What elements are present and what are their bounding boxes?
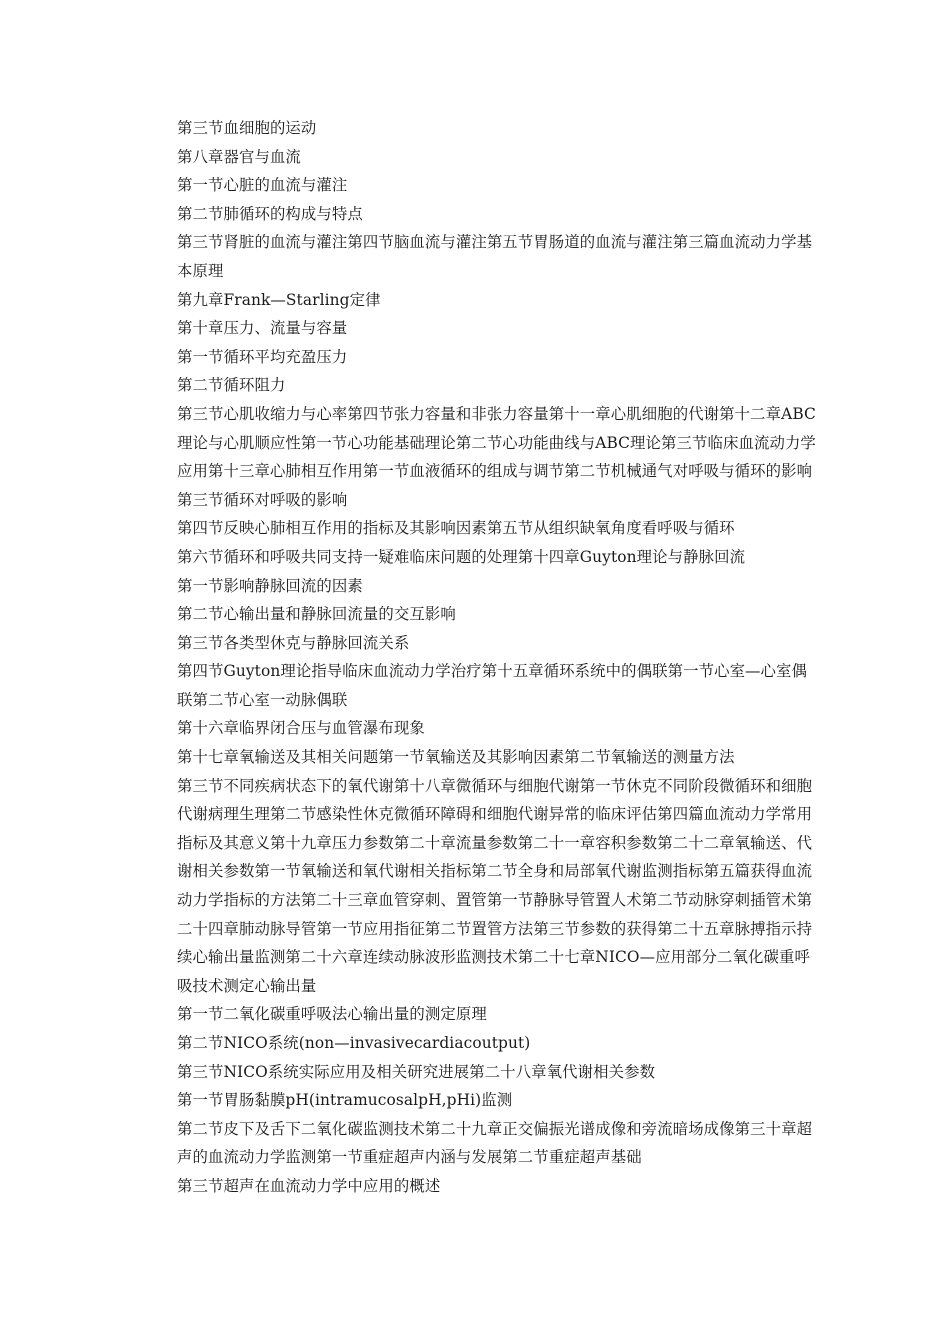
- toc-line: 第八章器官与血流: [177, 147, 301, 166]
- toc-line: 第一节循环平均充盈压力: [177, 347, 348, 366]
- toc-line: 第四节反映心肺相互作用的指标及其影响因素第五节从组织缺氧角度看呼吸与循环: [177, 519, 735, 538]
- toc-line: 第三节各类型休克与静脉回流关系: [177, 633, 410, 652]
- toc-line: 第十七章氧输送及其相关问题第一节氧输送及其影响因素第二节氧输送的测量方法: [177, 748, 735, 767]
- toc-line: 第六节循环和呼吸共同支持一疑难临床问题的处理第十四章Guyton理论与静脉回流: [177, 547, 746, 566]
- toc-line: 第二节NICO系统(non—invasivecardiacoutput): [177, 1034, 531, 1052]
- toc-line: 第三节超声在血流动力学中应用的概述: [177, 1176, 441, 1195]
- toc-line: 第二节皮下及舌下二氧化碳监测技术第二十九章正交偏振光谱成像和旁流暗场成像第三十章超声的血流动力学监测第一节重症超声内涵与发展第二节重症超声基础: [177, 1119, 813, 1167]
- toc-line: 第一节二氧化碳重呼吸法心输出量的测定原理: [177, 1005, 487, 1024]
- toc-line: 第九章Frank—Starling定律: [177, 290, 381, 309]
- toc-line: 第一节影响静脉回流的因素: [177, 576, 363, 595]
- toc-line: 第一节胃肠黏膜pH(intramucosalpH,pHi)监测: [177, 1091, 513, 1110]
- toc-line: 第十六章临界闭合压与血管瀑布现象: [177, 719, 425, 738]
- toc-line: 第三节肾脏的血流与灌注第四节脑血流与灌注第五节胃肠道的血流与灌注第三篇血流动力学基本原理: [177, 233, 813, 280]
- toc-line: 第三节血细胞的运动: [177, 119, 317, 137]
- toc-line: 第十章压力、流量与容量: [177, 319, 348, 338]
- toc-line: 第四节Guyton理论指导临床血流动力学治疗第十五章循环系统中的偶联第一节心室—心室偶联第二节心室一动脉偶联: [177, 662, 808, 709]
- toc-line: 第二节肺循环的构成与特点: [177, 204, 363, 223]
- toc-line: 第二节心输出量和静脉回流量的交互影响: [177, 605, 456, 624]
- toc-line: 第二节循环阻力: [177, 376, 286, 395]
- toc-line: 第一节心脏的血流与灌注: [177, 176, 348, 195]
- toc-line: 第三节NICO系统实际应用及相关研究进展第二十八章氧代谢相关参数: [177, 1062, 656, 1081]
- toc-line: 第三节心肌收缩力与心率第四节张力容量和非张力容量第十一章心肌细胞的代谢第十二章ABC理论与心肌顺应性第一节心功能基础理论第二节心功能曲线与ABC理论第三节临床血流动力学应用第十三章心肺相互作用第一节血液循环的组成与调节第二节机械通气对呼吸与循环的影响第三节循环对呼吸的影响: [177, 404, 816, 509]
- toc-line: 第三节不同疾病状态下的氧代谢第十八章微循环与细胞代谢第一节休克不同阶段微循环和细胞代谢病理生理第二节感染性休克微循环障碍和细胞代谢异常的临床评估第四篇血流动力学常用指标及其意义第十九章压力参数第二十章流量参数第二十一章容积参数第二十二章氧输送、代谢相关参数第一节氧输送和氧代谢相关指标第二节全身和局部氧代谢监测指标第五篇获得血流动力学指标的方法第二十三章血管穿刺、置管第一节静脉导管置人术第二节动脉穿刺插管术第二十四章肺动脉导管第一节应用指征第二节置管方法第三节参数的获得第二十五章脉搏指示持续心输出量监测第二十六章连续动脉波形监测技术第二十七章NICO—应用部分二氧化碳重呼吸技术测定心输出量: [177, 776, 813, 995]
- table-of-contents: [177, 114, 817, 1201]
